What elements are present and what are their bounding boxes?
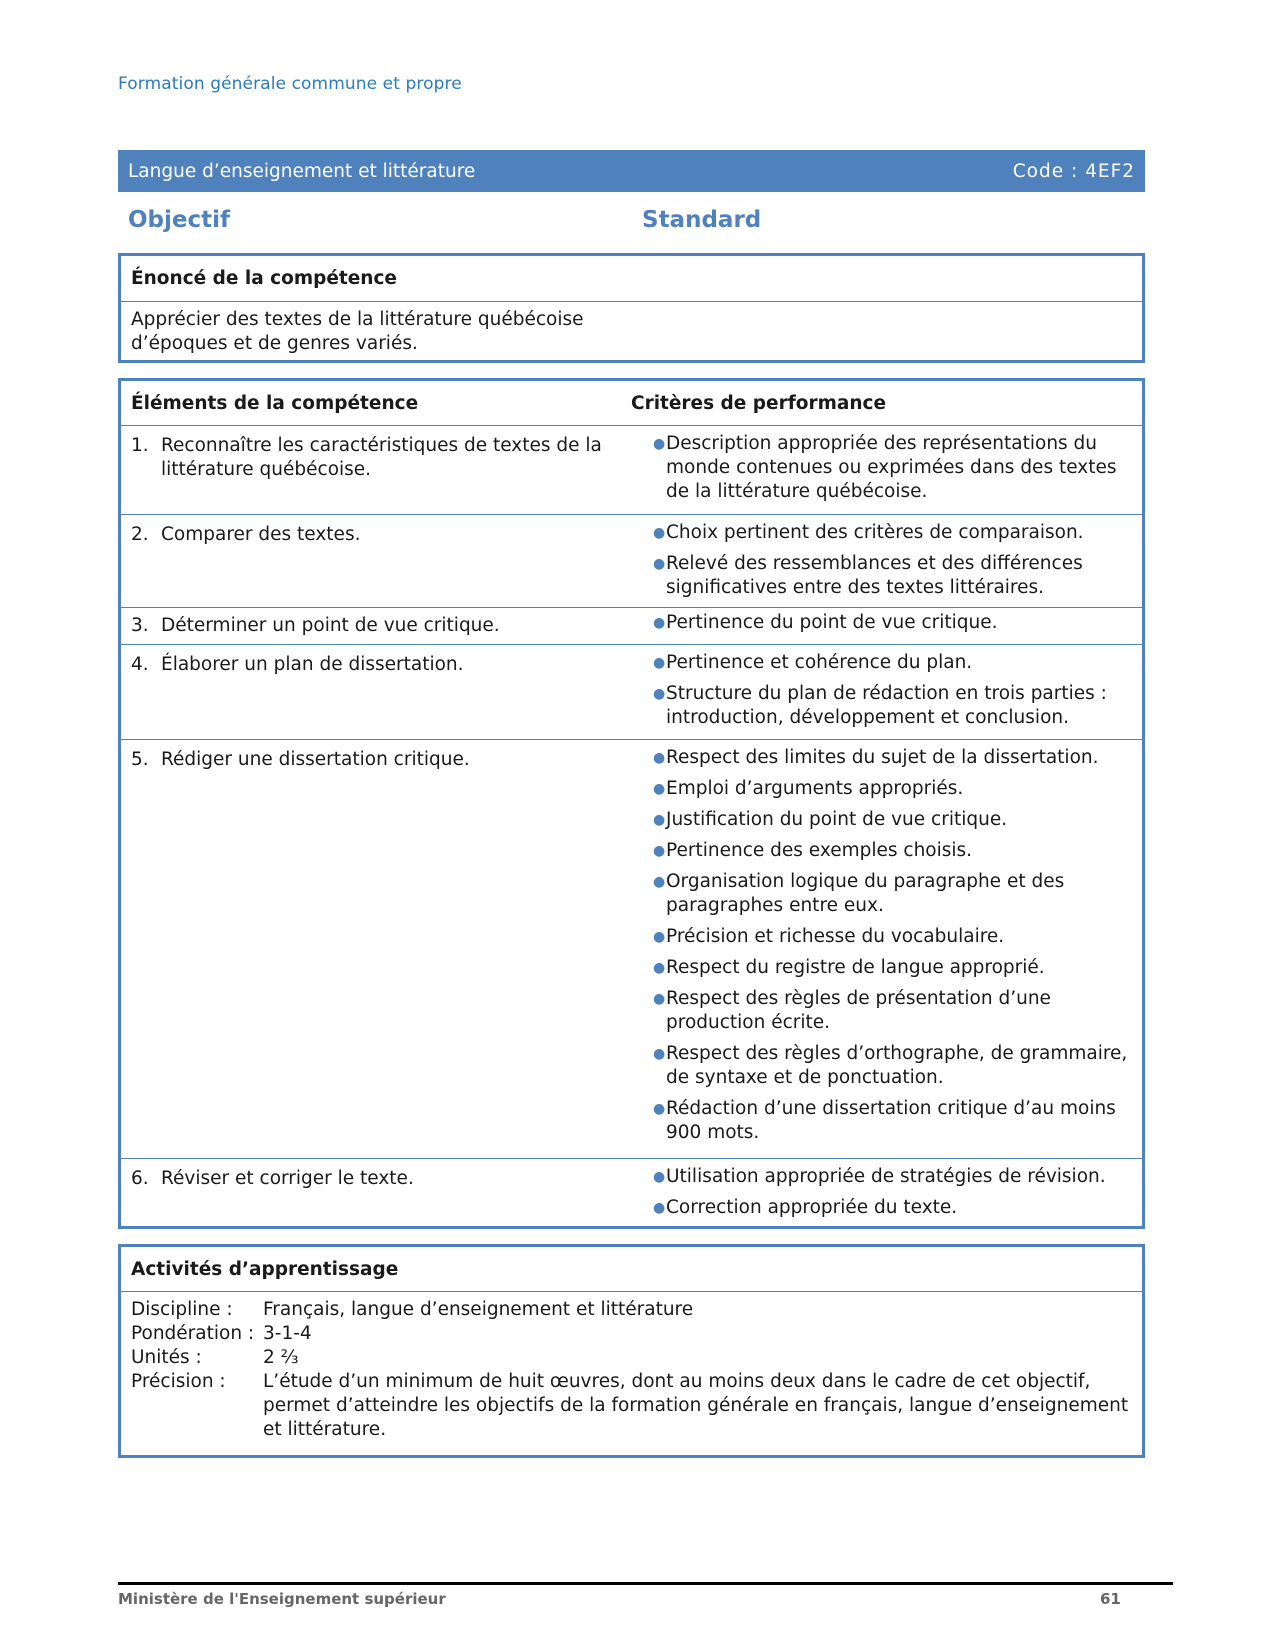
- bullet-icon: [631, 521, 666, 545]
- element-cell: 6. Réviser et corriger le texte.: [131, 1168, 414, 1189]
- criteria-cell: [631, 608, 1142, 644]
- criterion-item: ● Rédaction d’une dissertation critique d’au moins 900 mots.: [631, 1097, 1132, 1145]
- criterion-item: ● Respect des règles de présentation d’une production écrite.: [631, 987, 1132, 1035]
- bullet-icon: [631, 682, 666, 730]
- bullet-icon: [631, 808, 666, 832]
- bullet-icon: [631, 1165, 666, 1189]
- element-cell: 4. Élaborer un plan de dissertation.: [131, 654, 464, 675]
- criterion-item: ● Justification du point de vue critique.: [631, 808, 1132, 832]
- criterion-item: ● Organisation logique du paragraphe et des paragraphes entre eux.: [631, 870, 1132, 918]
- criterion-item: ● Emploi d’arguments appropriés.: [631, 777, 1132, 801]
- criterion-item: ● Pertinence et cohérence du plan.: [631, 651, 1132, 675]
- table-row: [121, 740, 1142, 1159]
- table-row: [121, 645, 1142, 740]
- bullet-icon: [631, 925, 666, 949]
- criterion-item: ● Structure du plan de rédaction en trois parties : introduction, développement et conclusion.: [631, 682, 1132, 730]
- element-cell: 1. Reconnaître les caractéristiques de textes de la littérature québécoise.: [131, 435, 602, 480]
- activites-header: Activités d’apprentissage: [121, 1247, 1142, 1292]
- bullet-icon: [631, 956, 666, 980]
- elements-table: [118, 378, 1145, 1229]
- element-cell: 2. Comparer des textes.: [131, 524, 361, 545]
- enonce-header: Énoncé de la compétence: [121, 256, 1142, 302]
- footer-publisher: Ministère de l'Enseignement supérieur: [118, 1590, 446, 1608]
- criterion-item: ● Pertinence du point de vue critique.: [631, 611, 1132, 635]
- criteria-cell: [631, 515, 1142, 607]
- elements-header-right: Critères de performance: [631, 392, 887, 414]
- table-row: [121, 426, 1142, 515]
- criteria-cell: [631, 645, 1142, 739]
- criteria-cell: [631, 740, 1142, 1158]
- criterion-item: ● Utilisation appropriée de stratégies de révision.: [631, 1165, 1132, 1189]
- criterion-item: ● Description appropriée des représentations du monde contenues ou exprimées dans des textes de la littérature québécoise.: [631, 432, 1132, 504]
- criterion-item: ● Pertinence des exemples choisis.: [631, 839, 1132, 863]
- enonce-box: [118, 253, 1145, 363]
- criterion-item: ● Respect des limites du sujet de la dissertation.: [631, 746, 1132, 770]
- criterion-item: ● Respect des règles d’orthographe, de grammaire, de syntaxe et de ponctuation.: [631, 1042, 1132, 1090]
- bullet-icon: [631, 552, 666, 600]
- criterion-item: ● Relevé des ressemblances et des différences significatives entre des textes littéraires.: [631, 552, 1132, 600]
- ponderation-row: Pondération : 3-1-4: [131, 1323, 312, 1344]
- course-code: Code : 4EF2: [1012, 160, 1135, 182]
- bullet-icon: [631, 1196, 666, 1220]
- discipline-row: Discipline : Français, langue d’enseignement et littérature: [131, 1299, 694, 1320]
- criterion-item: ● Choix pertinent des critères de comparaison.: [631, 521, 1132, 545]
- element-cell: 3. Déterminer un point de vue critique.: [131, 615, 500, 636]
- criterion-item: ● Précision et richesse du vocabulaire.: [631, 925, 1132, 949]
- precision-row: Précision : L’étude d’un minimum de huit œuvres, dont au moins deux dans le cadre de cet objectif, permet d’atteindre les objectifs de la formation générale en français, langue d’enseignement et littérature.: [131, 1371, 1129, 1440]
- bullet-icon: [631, 987, 666, 1035]
- bullet-icon: [631, 1042, 666, 1090]
- table-row: [121, 608, 1142, 645]
- enonce-text: Apprécier des textes de la littérature québécoise d’époques et de genres variés.: [131, 309, 584, 354]
- bullet-icon: [631, 651, 666, 675]
- objectif-heading: Objectif: [128, 207, 231, 233]
- table-row: [121, 515, 1142, 608]
- criterion-item: ● Correction appropriée du texte.: [631, 1196, 1132, 1220]
- element-cell: 5. Rédiger une dissertation critique.: [131, 749, 470, 770]
- bullet-icon: [631, 777, 666, 801]
- unites-row: Unités : 2 ⅔: [131, 1347, 299, 1368]
- course-title: Langue d’enseignement et littérature: [128, 160, 476, 182]
- activites-box: [118, 1244, 1145, 1458]
- elements-table-header: [121, 381, 1142, 426]
- elements-header-left: Éléments de la compétence: [131, 392, 419, 414]
- bullet-icon: [631, 839, 666, 863]
- bullet-icon: [631, 870, 666, 918]
- page-number: 61: [1100, 1590, 1121, 1608]
- criteria-cell: [631, 426, 1142, 514]
- bullet-icon: [631, 432, 666, 504]
- criteria-cell: [631, 1159, 1142, 1226]
- footer-divider: [118, 1582, 1173, 1585]
- criterion-item: ● Respect du registre de langue approprié.: [631, 956, 1132, 980]
- bullet-icon: [631, 746, 666, 770]
- table-row: [121, 1159, 1142, 1226]
- bullet-icon: [631, 1097, 666, 1145]
- bullet-icon: [631, 611, 666, 635]
- standard-heading: Standard: [642, 207, 762, 233]
- running-head: Formation générale commune et propre: [118, 74, 462, 94]
- course-title-bar: [118, 150, 1145, 192]
